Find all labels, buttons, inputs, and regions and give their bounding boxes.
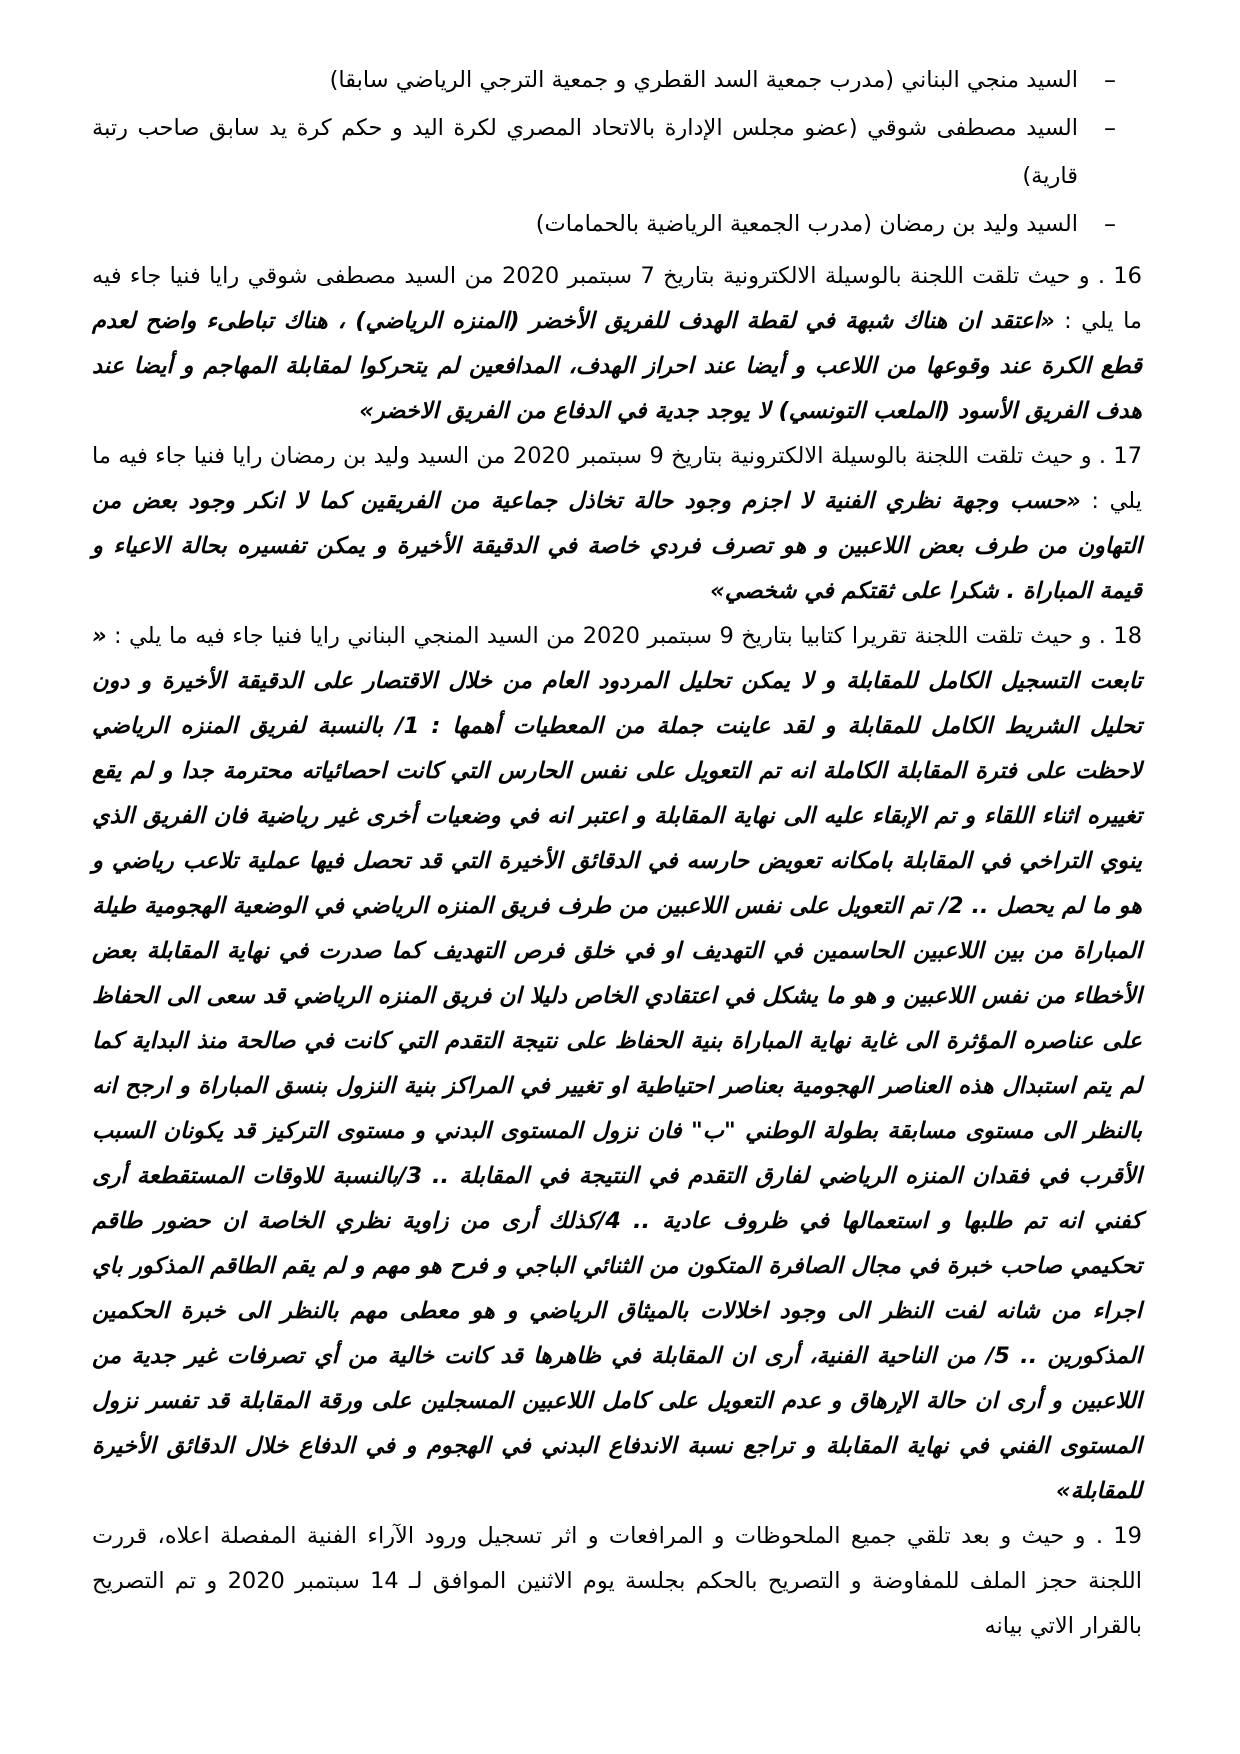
paragraph-16-intro: 16 . و حيث تلقت اللجنة بالوسيلة الالكترونية بتاريخ 7 سبتمبر 2020 من السيد مصطفى شوقي رايا فنيا جاء فيه ما يلي : — [92, 263, 1142, 334]
dash-bullet-icon: – — [1104, 114, 1116, 142]
paragraph-18 — [92, 614, 1142, 1514]
paragraph-18-intro: 18 . و حيث تلقت اللجنة تقريرا كتابيا بتاريخ 9 سبتمبر 2020 من السيد المنجي البناني رايا فنيا جاء فيه ما يلي : — [106, 623, 1143, 649]
paragraph-19-intro: 19 . و حيث و بعد تلقي جميع الملحوظات و المرافعات و اثر تسجيل ورود الآراء الفنية المفصلة اعلاه، قررت اللجنة حجز الملف للمفاوضة و التصريح بالحكم بجلسة يوم الاثنين الموافق لـ 14 سبتمبر 2020 و تم التصريح بالقرار الاتي بيانه — [92, 1523, 1143, 1639]
expert-name-text: السيد وليد بن رمضان (مدرب الجمعية الرياضية بالحمامات) — [535, 211, 1078, 237]
experts-list — [92, 56, 1142, 254]
list-item — [92, 200, 1116, 248]
paragraph-18-quote: « تابعت التسجيل الكامل للمقابلة و لا يمكن تحليل المردود العام من خلال الاقتصار على الدقيقة الأخيرة و دون تحليل الشريط الكامل للمقابلة و لقد عاينت جملة من المعطيات أهمها : 1/ بالنسبة لفريق المنزه الرياضي لاحظت على فترة المقابلة الكاملة انه تم التعويل على نفس الحارس التي كانت احصائياته محترمة جدا و لم يقع تغييره اثناء اللقاء و تم الإبقاء عليه الى نهاية المقابلة و اعتبر انه في وضعيات أخرى غير رياضية فان الفريق الذي ينوي التراخي في المقابلة بامكانه تعويض حارسه في الدقائق الأخيرة التي قد تحصل فيها عملية تلاعب رياضي و هو ما لم يحصل .. 2/ تم التعويل على نفس اللاعبين من طرف فريق المنزه الرياضي في الوضعية الهجومية طيلة المباراة من بين اللاعبين الحاسمين في التهديف او في خلق فرص التهديف كما صدرت في نهاية المقابلة بعض الأخطاء من نفس اللاعبين و هو ما يشكل في اعتقادي الخاص دليلا ان فريق المنزه الرياضي قد سعى الى الحفاظ على عناصره المؤثرة الى غاية نهاية المباراة بنية الحفاظ على نتيجة التقدم التي كانت في صالحة منذ البداية كما لم يتم استبدال هذه العناصر الهجومية بعناصر احتياطية او تغيير في المراكز بنية النزول بنسق المباراة و ارجح انه بالنظر الى مستوى مسابقة بطولة الوطني "ب" فان نزول المستوى البدني و مستوى التركيز قد يكونان السبب الأقرب في فقدان المنزه الرياضي لفارق التقدم في النتيجة في المقابلة .. 3/بالنسبة للاوقات المستقطعة أرى كفني انه تم طلبها و استعمالها في ظروف عادية .. 4/كذلك أرى من زاوية نظري الخاصة ان حضور طاقم تحكيمي صاحب خبرة في مجال الصافرة المتكون من الثنائي الباجي و فرح هو مهم و لم يقم الطاقم المذكور باي اجراء من شانه لفت النظر الى وجود اخلالات بالميثاق الرياضي و هو معطى مهم بالنظر الى خبرة الحكمين المذكورين .. 5/ من الناحية الفنية، أرى ان المقابلة في ظاهرها قد كانت خالية من أي تصرفات غير جدية من اللاعبين و أرى ان حالة الإرهاق و عدم التعويل على كامل اللاعبين المسجلين على ورقة المقابلة قد تفسر نزول المستوى الفني في نهاية المقابلة و تراجع نسبة الاندفاع البدني في الهجوم و في الدفاع خلال الدقائق الأخيرة للمقابلة» — [92, 623, 1142, 1504]
dash-bullet-icon: – — [1104, 66, 1116, 94]
paragraph-17-quote: «حسب وجهة نظري الفنية لا اجزم وجود حالة تخاذل جماعية من الفريقين كما لا انكر وجود بعض من التهاون من طرف بعض اللاعبين و هو تصرف فردي خاصة في الدقيقة الأخيرة و يمكن تفسيره بحالة الاعياء و قيمة المباراة . شكرا على ثقتكم في شخصي» — [92, 488, 1142, 604]
paragraph-16-quote: «اعتقد ان هناك شبهة في لقطة الهدف للفريق الأخضر (المنزه الرياضي) ، هناك تباطىء واضح لعدم قطع الكرة عند وقوعها من اللاعب و أيضا عند احراز الهدف، المدافعين لم يتحركوا لمقابلة المهاجم و أيضا عند هدف الفريق الأسود (الملعب التونسي) لا يوجد جدية في الدفاع من الفريق الاخضر» — [92, 308, 1142, 424]
list-item — [92, 104, 1116, 200]
expert-name-text: السيد مصطفى شوقي (عضو مجلس الإدارة بالاتحاد المصري لكرة اليد و حكم كرة يد سابق صاحب رتبة قارية) — [92, 115, 1078, 189]
dash-bullet-icon: – — [1104, 210, 1116, 238]
paragraph-16 — [92, 254, 1142, 434]
paragraph-17 — [92, 434, 1142, 614]
paragraph-19 — [92, 1514, 1142, 1649]
expert-name-text: السيد منجي البناني (مدرب جمعية السد القطري و جمعية الترجي الرياضي سابقا) — [329, 67, 1078, 93]
paragraph-17-intro: 17 . و حيث تلقت اللجنة بالوسيلة الالكترونية بتاريخ 9 سبتمبر 2020 من السيد وليد بن رمضان رايا فنيا جاء فيه ما يلي : — [92, 443, 1143, 514]
list-item — [92, 56, 1116, 104]
